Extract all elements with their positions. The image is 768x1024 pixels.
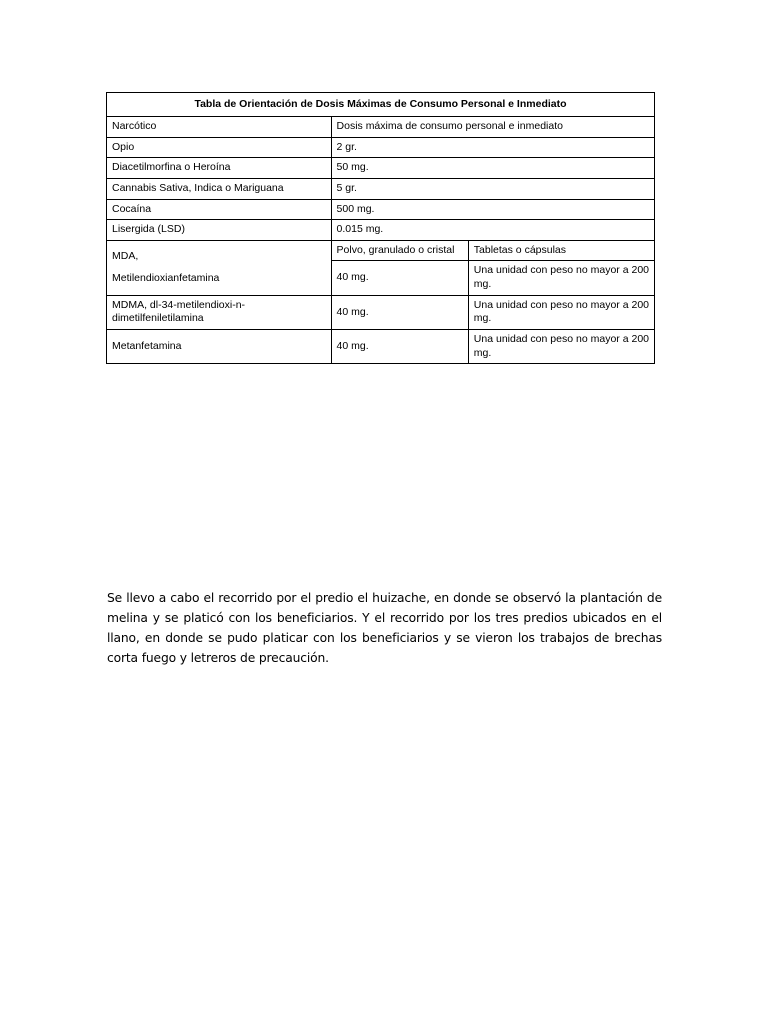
table-row (107, 295, 655, 329)
metanfetamina-tablet-dose: Una unidad con peso no mayor a 200 mg. (468, 330, 654, 364)
dosage-table (106, 92, 655, 364)
mda-tablet-dose: Una unidad con peso no mayor a 200 mg. (468, 261, 654, 295)
table-row (107, 137, 655, 158)
narcotic-name: Cocaína (107, 199, 332, 220)
narcotic-name: Diacetilmorfina o Heroína (107, 158, 332, 179)
metanfetamina-powder-dose: 40 mg. (331, 330, 468, 364)
mda-name-line1: MDA, (112, 249, 139, 262)
mda-powder-dose: 40 mg. (331, 261, 468, 295)
mdma-powder-dose: 40 mg. (331, 295, 468, 329)
narcotic-dose: 50 mg. (331, 158, 654, 179)
narcotic-dose: 2 gr. (331, 137, 654, 158)
body-paragraph: Se llevo a cabo el recorrido por el predio el huizache, en donde se observó la plantación de melina y se platicó con los beneficiarios. Y el recorrido por los tres predios ubicados en el llano, en donde se pudo platicar con los beneficiarios y se vieron los trabajos de brechas corta fuego y letreros de precaución. (107, 591, 662, 665)
mdma-name: MDMA, dl-34-metilendioxi-n-dimetilfeniletilamina (107, 295, 332, 329)
metanfetamina-name: Metanfetamina (107, 330, 332, 364)
header-narcotic: Narcótico (107, 117, 332, 138)
narcotic-name: Lisergida (LSD) (107, 220, 332, 241)
mda-name-line2: Metilendioxianfetamina (112, 272, 220, 285)
table-row (107, 220, 655, 241)
narcotic-dose: 500 mg. (331, 199, 654, 220)
table-row (107, 199, 655, 220)
subheader-powder: Polvo, granulado o cristal (331, 240, 468, 261)
mdma-tablet-dose: Una unidad con peso no mayor a 200 mg. (468, 295, 654, 329)
narcotic-name: Opio (107, 137, 332, 158)
narcotic-name: Cannabis Sativa, Indica o Mariguana (107, 178, 332, 199)
table-row (107, 240, 655, 261)
header-max-dose: Dosis máxima de consumo personal e inmediato (331, 117, 654, 138)
table-row (107, 178, 655, 199)
narcotic-dose: 0.015 mg. (331, 220, 654, 241)
table-header-row (107, 117, 655, 138)
mda-name-cell (107, 240, 332, 295)
subheader-tablets: Tabletas o cápsulas (468, 240, 654, 261)
table-row (107, 158, 655, 179)
table-row (107, 330, 655, 364)
narcotic-dose: 5 gr. (331, 178, 654, 199)
table-title: Tabla de Orientación de Dosis Máximas de Consumo Personal e Inmediato (107, 93, 655, 117)
